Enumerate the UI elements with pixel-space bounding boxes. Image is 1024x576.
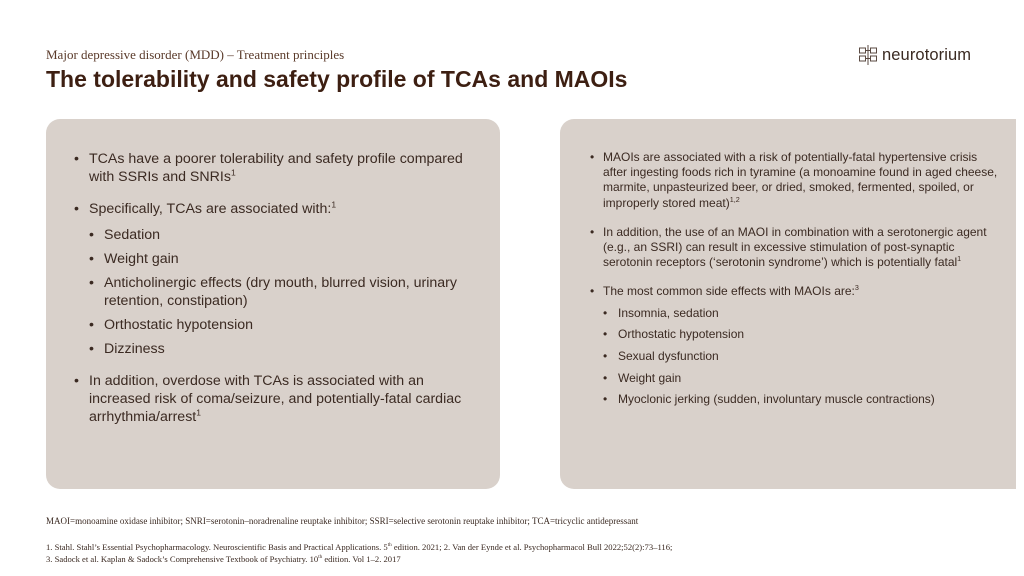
- sub-list-item: • Anticholinergic effects (dry mouth, blurred vision, urinary retention, constipation): [89, 274, 484, 310]
- sub-list-item: • Sedation: [89, 226, 484, 244]
- slide-title: The tolerability and safety profile of TCAs and MAOIs: [46, 66, 628, 92]
- references: [46, 541, 672, 565]
- sub-list-item: • Orthostatic hypotension: [89, 316, 484, 334]
- list-item: • TCAs have a poorer tolerability and safety profile compared with SSRIs and SNRIs$^1$: [74, 150, 484, 186]
- list-item: • In addition, the use of an MAOI in combination with a serotonergic agent (e.g., an SSRI) can result in excessive stimulation of post-synaptic serotonin receptors (‘serotonin syndrome’) which is potentially fatal$^1$: [590, 225, 1002, 271]
- logo-text: neurotorium: [882, 45, 972, 64]
- list-item: • Specifically, TCAs are associated with:$^1$ • Sedation • Weight gain • Anticholinergic effects (dry mouth, blurred vision, urinary retention, constipation) • Orthostatic hypotension • Dizziness: [74, 200, 484, 358]
- list-item: • The most common side effects with MAOIs are:$^3$ • Insomnia, sedation • Orthostatic hypotension • Sexual dysfunction • Weight gain • Myoclonic jerking (sudden, involuntary muscle contractions): [590, 284, 1002, 407]
- tca-list: [74, 150, 484, 426]
- abbreviations-footnote: MAOI=monoamine oxidase inhibitor; SNRI=serotonin–noradrenaline reuptake inhibitor; SSRI=selective serotonin reuptake inhibitor; TCA=tricyclic antidepressant: [46, 516, 639, 526]
- sub-list-item: • Myoclonic jerking (sudden, involuntary muscle contractions): [603, 392, 1002, 407]
- brand-logo: [858, 44, 971, 66]
- reference-line: 3. Sadock et al. Kaplan & Sadock’s Comprehensive Textbook of Psychiatry. 10th edition. Vol 1–2. 2017: [46, 554, 401, 564]
- maoi-list: [590, 150, 1002, 408]
- tca-panel: [46, 119, 500, 489]
- list-item: • In addition, overdose with TCAs is associated with an increased risk of coma/seizure, and potentially-fatal cardiac arrhythmia/arrest$^1$: [74, 372, 484, 426]
- neurotorium-logo-icon: [858, 44, 878, 66]
- tca-side-effects-list: [89, 226, 484, 358]
- reference-line: 1. Stahl. Stahl’s Essential Psychopharmacology. Neuroscientific Basis and Practical Applications. 5th edition. 2021; 2. Van der Eynde et al. Psychopharmacol Bull 2022;52(2):73–116;: [46, 542, 673, 552]
- sub-list-item: • Weight gain: [89, 250, 484, 268]
- maoi-panel: [560, 119, 1016, 489]
- list-item: • MAOIs are associated with a risk of potentially-fatal hypertensive crisis after ingesting foods rich in tyramine (a monoamine found in aged cheese, marmite, unpasteurized beer, or dried, smoked, fermented, spoiled, or improperly stored meat)$^{1,2}$: [590, 150, 1002, 211]
- sub-list-item: • Insomnia, sedation: [603, 306, 1002, 321]
- maoi-side-effects-list: [603, 306, 1002, 408]
- sub-list-item: • Dizziness: [89, 340, 484, 358]
- slide-subtitle: Major depressive disorder (MDD) – Treatment principles: [46, 47, 345, 62]
- sub-list-item: • Orthostatic hypotension: [603, 327, 1002, 342]
- sub-list-item: • Sexual dysfunction: [603, 349, 1002, 364]
- sub-list-item: • Weight gain: [603, 371, 1002, 386]
